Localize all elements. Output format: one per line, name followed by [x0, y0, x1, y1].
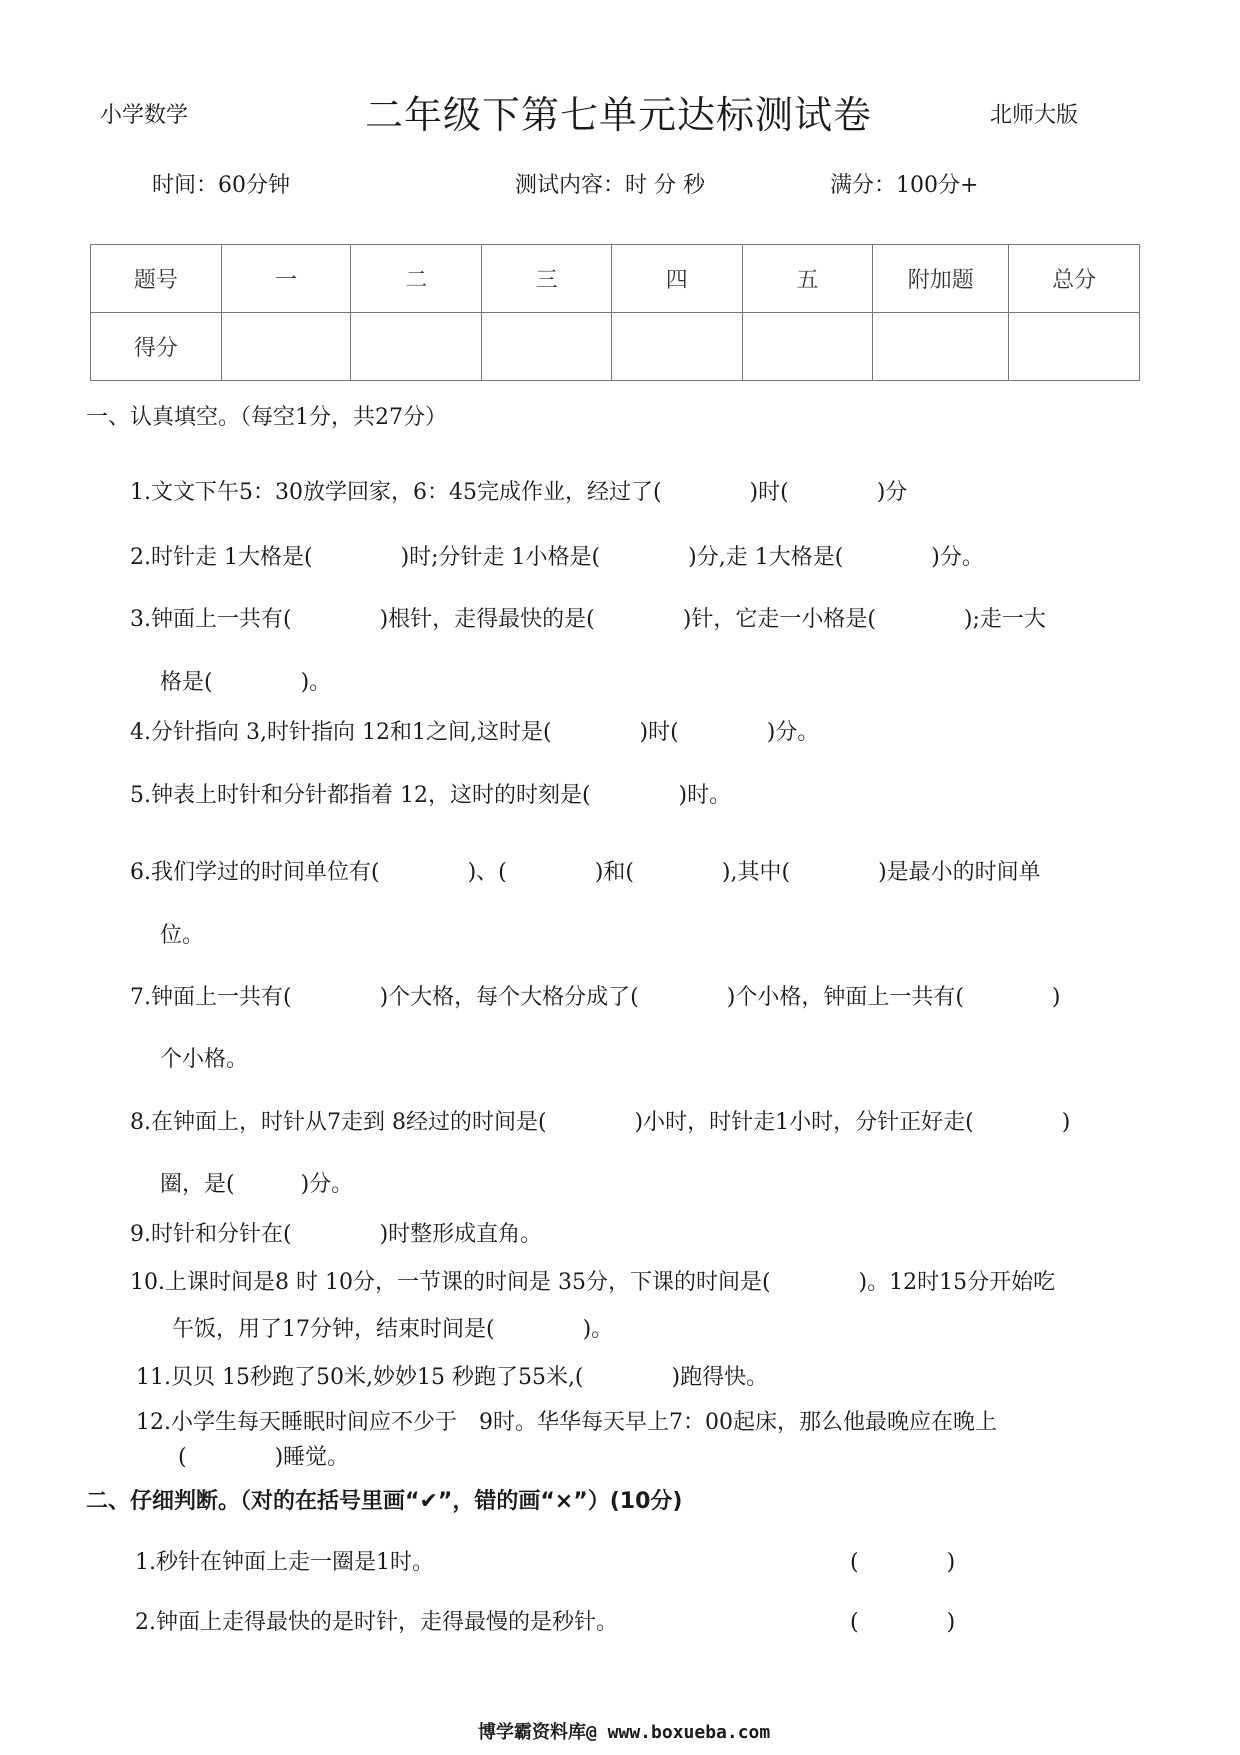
table-cell-col-2: 二 — [351, 245, 482, 313]
full-score: 满分：100分+ — [830, 173, 979, 198]
question-5: 5.钟表上时针和分针都指着 12，这时的时刻是( )时。 — [130, 783, 732, 808]
question-12: 12.小学生每天睡眠时间应不少于 9时。华华每天早上7：00起床，那么他最晚应在晚上 — [136, 1410, 997, 1435]
question-7: 7.钟面上一共有( )个大格，每个大格分成了( )个小格，钟面上一共有( ) — [130, 985, 1061, 1010]
table-cell-col-5: 五 — [742, 245, 873, 313]
section1-heading: 一、认真填空。（每空1分，共27分） — [86, 405, 447, 430]
score-cell[interactable] — [351, 313, 482, 381]
score-cell[interactable] — [482, 313, 612, 381]
table-cell-score-label: 得分 — [91, 313, 222, 381]
table-cell-col-1: 一 — [221, 245, 351, 313]
edition-label: 北师大版 — [990, 103, 1079, 128]
score-cell[interactable] — [742, 313, 873, 381]
judgment-2-answer[interactable]: ( ) — [850, 1610, 956, 1635]
question-6: 6.我们学过的时间单位有( )、( )和( ),其中( )是最小的时间单 — [130, 860, 1041, 885]
score-cell[interactable] — [611, 313, 742, 381]
question-6-cont: 位。 — [160, 923, 205, 948]
test-content: 测试内容：时 分 秒 — [515, 173, 705, 198]
score-cell[interactable] — [1009, 313, 1140, 381]
question-12-cont: ( )睡觉。 — [178, 1445, 350, 1470]
score-table — [90, 244, 1140, 381]
question-3-cont: 格是( )。 — [160, 670, 332, 695]
question-10-cont: 午饭，用了17分钟，结束时间是( )。 — [172, 1317, 614, 1342]
question-4: 4.分针指向 3,时针指向 12和1之间,这时是( )时( )分。 — [130, 720, 820, 745]
question-7-cont: 个小格。 — [160, 1047, 249, 1072]
table-cell-col-4: 四 — [611, 245, 742, 313]
judgment-2-text: 2.钟面上走得最快的是时针，走得最慢的是秒针。 — [135, 1610, 618, 1635]
question-11: 11.贝贝 15秒跑了50米,妙妙15 秒跑了55米,( )跑得快。 — [136, 1365, 769, 1390]
footer-watermark: 博学霸资料库@ www.boxueba.com — [478, 1722, 771, 1743]
table-cell-col-3: 三 — [482, 245, 612, 313]
page-title: 二年级下第七单元达标测试卷 — [365, 93, 873, 137]
score-table-header-row — [91, 245, 1140, 313]
time-limit: 时间：60分钟 — [152, 173, 290, 198]
table-cell-col-bonus: 附加题 — [873, 245, 1009, 313]
subject-label: 小学数学 — [100, 103, 189, 128]
table-cell-col-total: 总分 — [1009, 245, 1140, 313]
judgment-1-answer[interactable]: ( ) — [850, 1550, 956, 1575]
question-2: 2.时针走 1大格是( )时;分针走 1小格是( )分,走 1大格是( )分。 — [130, 545, 984, 570]
question-8: 8.在钟面上，时针从7走到 8经过的时间是( )小时，时针走1小时，分针正好走( ) — [130, 1110, 1071, 1135]
judgment-1-text: 1.秒针在钟面上走一圈是1时。 — [135, 1550, 434, 1575]
score-table-score-row — [91, 313, 1140, 381]
score-cell[interactable] — [221, 313, 351, 381]
question-10: 10.上课时间是8 时 10分，一节课的时间是 35分，下课的时间是( )。12时15分开始吃 — [130, 1270, 1056, 1295]
question-3: 3.钟面上一共有( )根针，走得最快的是( )针，它走一小格是( );走一大 — [130, 607, 1046, 632]
score-cell[interactable] — [873, 313, 1009, 381]
question-9: 9.时针和分针在( )时整形成直角。 — [130, 1222, 543, 1247]
question-1: 1.文文下午5：30放学回家，6：45完成作业，经过了( )时( )分 — [130, 480, 908, 505]
table-cell-header: 题号 — [91, 245, 222, 313]
question-8-cont: 圈，是( )分。 — [160, 1172, 354, 1197]
section2-heading: 二、仔细判断。（对的在括号里画“✔”，错的画“×”）(10分) — [86, 1489, 683, 1514]
